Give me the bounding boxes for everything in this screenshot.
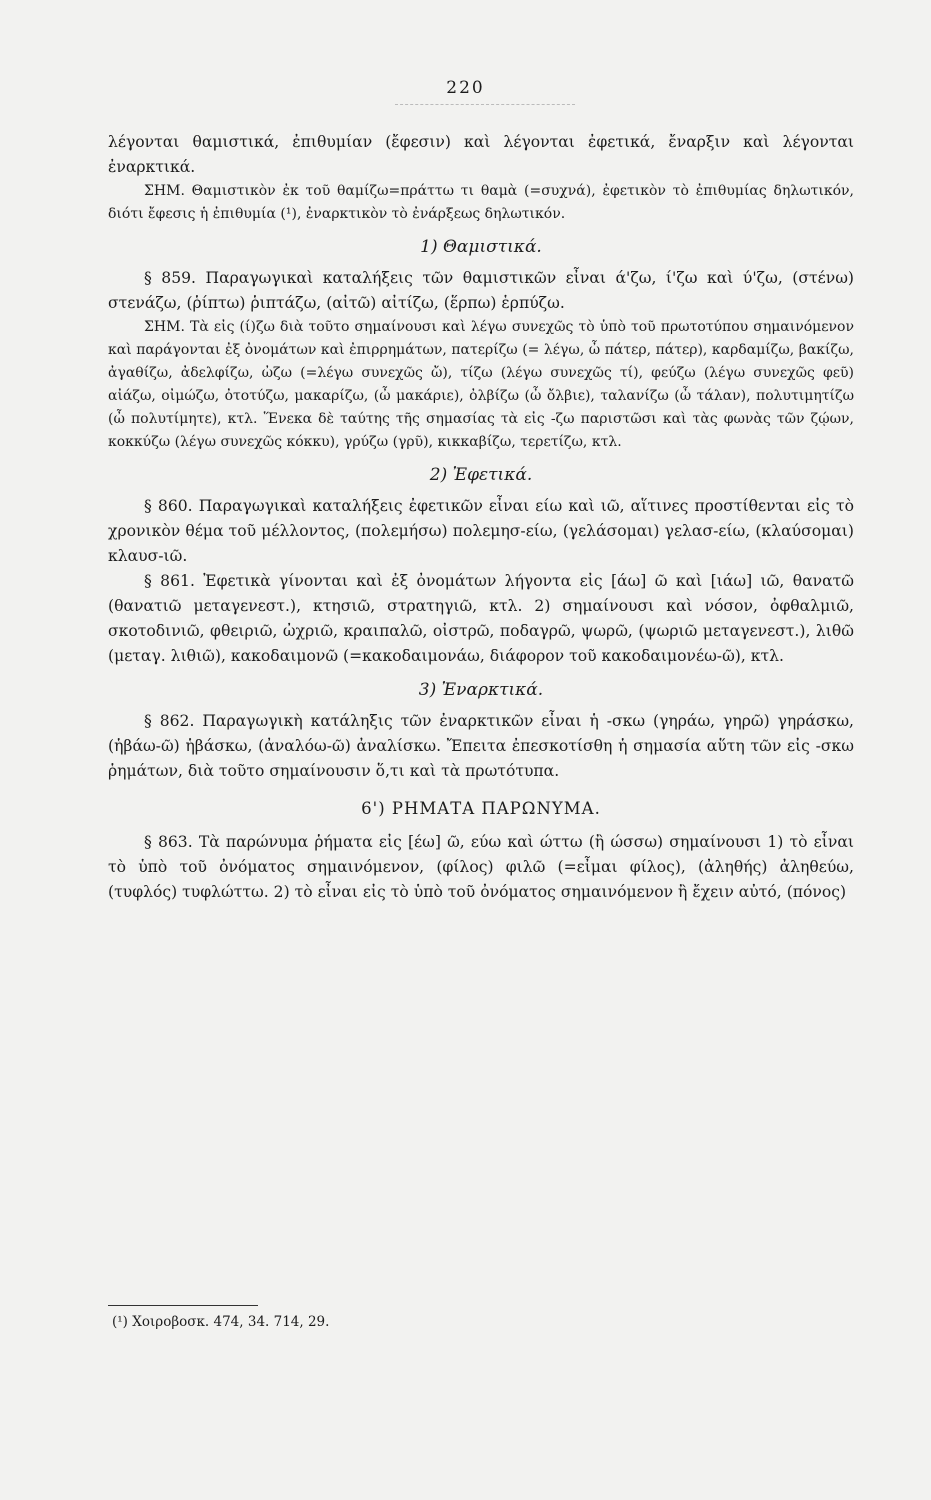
- header-rule: [395, 104, 575, 105]
- body-text: [108, 130, 854, 905]
- note-thamistika: ΣΗΜ. Θαμιστικὸν ἐκ τοῦ θαμίζω=πράττω τι θαμὰ (=συχνά), ἐφετικὸν τὸ ἐπιθυμίας δηλωτικόν, διότι ἔφεσις ἡ ἐπιθυμία (¹), ἐναρκτικὸν τὸ ἐνάρξεως δηλωτικόν.: [108, 183, 854, 222]
- paragraph-861: § 861. Ἐφετικὰ γίνονται καὶ ἐξ ὀνομάτων λήγοντα εἰς [άω] ῶ καὶ [ιάω] ιῶ, θανατῶ (θανατιῶ μεταγενεστ.), κτησιῶ, στρατηγιῶ, κτλ. 2) σημαίνουσι καὶ νόσον, ὀφθαλμιῶ, σκοτοδινιῶ, φθειριῶ, ὠχριῶ, κραιπαλῶ, οἰστρῶ, ποδαγρῶ, ψωρῶ, (ψωριῶ μεταγενεστ.), λιθῶ (μεταγ. λιθιῶ), κακοδαιμονῶ (=κακοδαιμονάω, διάφορον τοῦ κακοδαιμονέω-ῶ), κτλ.: [108, 572, 854, 665]
- paragraph-863: § 863. Τὰ παρώνυμα ῥήματα εἰς [έω] ῶ, εύω καὶ ώττω (ἢ ώσσω) σημαίνουσι 1) τὸ εἶναι τὸ ὑπὸ τοῦ ὀνόματος σημαινόμενον, (φίλος) φιλῶ (=εἶμαι φίλος), (ἀληθής) ἀληθεύω, (τυφλός) τυφλώττω. 2) τὸ εἶναι εἰς τὸ ὑπὸ τοῦ ὀνόματος σημαινόμενον ἢ ἔχειν αὐτό, (πόνος): [108, 833, 854, 901]
- page-number: 220: [446, 78, 485, 98]
- footnote-rule: [108, 1305, 258, 1306]
- paragraph-859: § 859. Παραγωγικαὶ καταλήξεις τῶν θαμιστικῶν εἶναι ά'ζω, ί'ζω καὶ ύ'ζω, (στένω) στενάζω, (ῥίπτω) ῥιπτάζω, (αἰτῶ) αἰτίζω, (ἕρπω) ἑρπύζω.: [108, 269, 854, 312]
- section-heading-2: 2) Ἐφετικά.: [429, 465, 533, 485]
- paragraph-862: § 862. Παραγωγικὴ κατάληξις τῶν ἐναρκτικῶν εἶναι ἡ -σκω (γηράω, γηρῶ) γηράσκω, (ἡβάω-ῶ) ἡβάσκω, (ἀναλόω-ῶ) ἀναλίσκω. Ἔπειτα ἐπεσκοτίσθη ἡ σημασία αὕτη τῶν εἰς -σκω ῥημάτων, διὰ τοῦτο σημαίνουσιν ὅ,τι καὶ τὰ πρωτότυπα.: [108, 712, 854, 780]
- footnote: (¹) Χοιροβοσκ. 474, 34. 714, 29.: [112, 1314, 330, 1330]
- note-859: ΣΗΜ. Τὰ εἰς (ί)ζω διὰ τοῦτο σημαίνουσι καὶ λέγω συνεχῶς τὸ ὑπὸ τοῦ πρωτοτύπου σημαινόμενον καὶ παράγονται ἐξ ὀνομάτων καὶ ἐπιρρημάτων, πατερίζω (= λέγω, ὦ πάτερ, πάτερ), καρδαμίζω, βακίζω, ἀγαθίζω, ἀδελφίζω, ὠζω (=λέγω συνεχῶς ὤ), τίζω (λέγω συνεχῶς τί), φεύζω (λέγω συνεχῶς φεῦ) αἰάζω, οἰμώζω, ὀτοτύζω, μακαρίζω, (ὦ μακάριε), ὀλβίζω (ὦ ὄλβιε), ταλανίζω (ὦ τάλαν), πολυτιμητίζω (ὦ πολυτίμητε), κτλ. Ἕνεκα δὲ ταύτης τῆς σημασίας τὰ εἰς -ζω παριστῶσι καὶ τὰς φωνὰς τῶν ζῴων, κοκκύζω (λέγω συνεχῶς κόκκυ), γρύζω (γρῦ), κικκαβίζω, τερετίζω, κτλ.: [108, 319, 854, 450]
- section-heading-1: 1) Θαμιστικά.: [420, 237, 542, 257]
- paragraph-860: § 860. Παραγωγικαὶ καταλήξεις ἐφετικῶν εἶναι είω καὶ ιῶ, αἵτινες προστίθενται εἰς τὸ χρονικὸν θέμα τοῦ μέλλοντος, (πολεμήσω) πολεμησ-είω, (γελάσομαι) γελασ-είω, (κλαύσομαι) κλαυσ-ιῶ.: [108, 497, 854, 565]
- section-heading-3: 3) Ἐναρκτικά.: [418, 680, 544, 700]
- section-heading-4: 6') ΡΗΜΑΤΑ ΠΑΡΩΝΥΜΑ.: [361, 799, 601, 818]
- paragraph-1: λέγονται θαμιστικά, ἐπιθυμίαν (ἔφεσιν) καὶ λέγονται ἐφετικά, ἔναρξιν καὶ λέγονται ἐναρκτικά.: [108, 133, 854, 176]
